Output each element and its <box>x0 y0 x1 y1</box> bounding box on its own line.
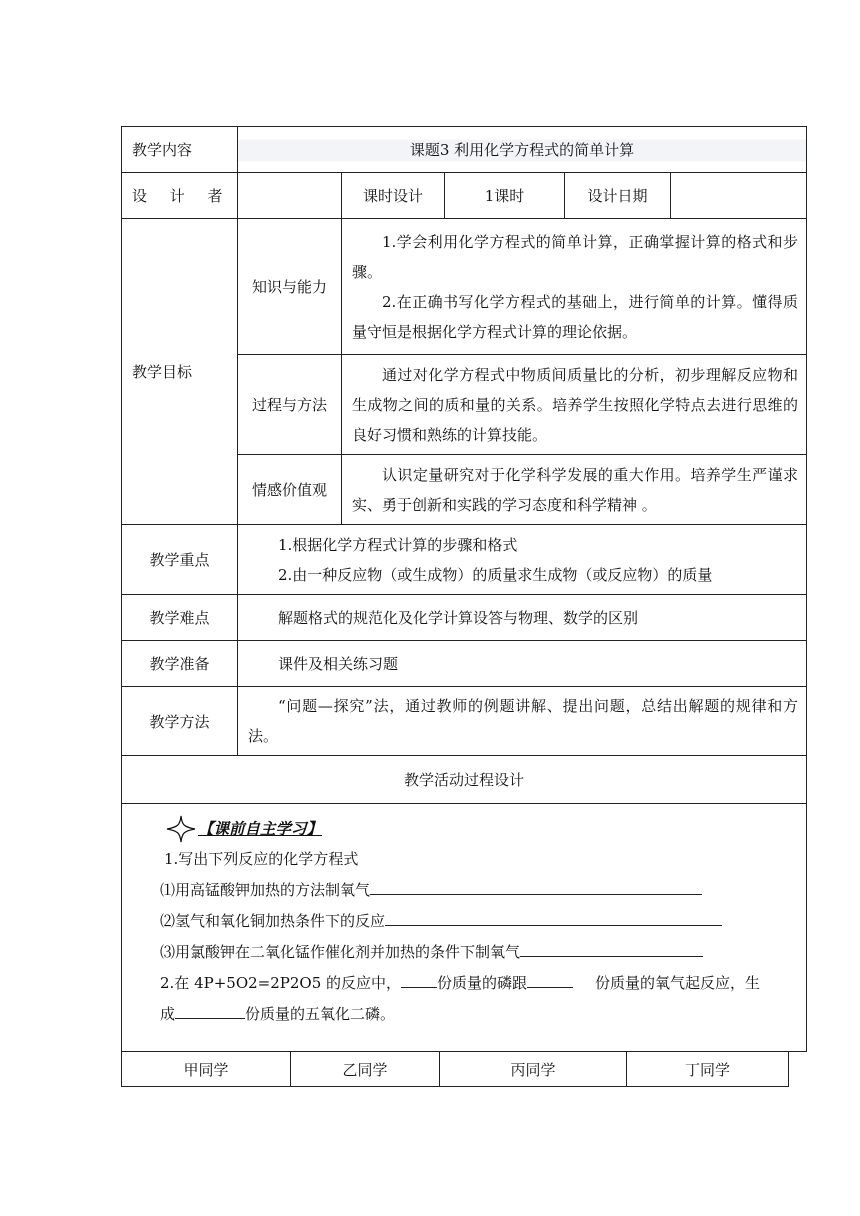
question-1: 1.写出下列反应的化学方程式 <box>164 850 359 868</box>
objective-line: 2.在正确书写化学方程式的基础上，进行简单的计算。懂得质量守恒是根据化学方程式计算的理论依据。 <box>352 292 799 341</box>
question-2-text-c: 份质量的氧气起反应，生 <box>595 974 761 992</box>
answer-blank[interactable] <box>175 1000 245 1019</box>
key-point-line: 2.由一种反应物（或生成物）的质量求生成物（或反应物）的质量 <box>278 565 713 584</box>
row-content <box>122 127 807 173</box>
row-difficulties <box>122 595 807 641</box>
preclass-heading <box>132 814 800 844</box>
question-2 <box>132 968 800 999</box>
answer-blank[interactable] <box>520 938 703 957</box>
lesson-plan-table <box>121 126 807 1052</box>
four-point-star-icon <box>166 815 196 843</box>
lesson-value: 1课时 <box>445 173 565 219</box>
question-1c-text: ⑶用氯酸钾在二氧化锰作催化剂并加热的条件下制氧气 <box>160 943 521 961</box>
key-points-text <box>238 525 807 595</box>
key-points-label: 教学重点 <box>122 525 238 595</box>
content-label: 教学内容 <box>122 127 238 173</box>
activity-title: 教学活动过程设计 <box>122 756 807 804</box>
objective-text <box>342 355 807 455</box>
lesson-label: 课时设计 <box>342 173 445 219</box>
preclass-section <box>122 804 807 1052</box>
student-row <box>122 1052 789 1087</box>
question-2-text-e: 份质量的五氧化二磷。 <box>245 1005 396 1023</box>
student-cell: 丙同学 <box>440 1052 627 1087</box>
lesson-title: 课题3 利用化学方程式的简单计算 <box>238 127 807 173</box>
student-cell: 甲同学 <box>122 1052 291 1087</box>
objective-category: 过程与方法 <box>238 355 342 455</box>
question-2-text-a: 2.在 4P+5O2=2P2O5 的反应中， <box>160 974 402 992</box>
row-method <box>122 687 807 756</box>
answer-blank[interactable] <box>385 907 722 926</box>
designer-label: 设 计 者 <box>122 173 238 219</box>
student-table <box>121 1051 789 1087</box>
objective-category: 知识与能力 <box>238 219 342 355</box>
objectives-label: 教学目标 <box>122 219 238 525</box>
objective-line: 认识定量研究对于化学科学发展的重大作用。培养学生严谨求实、勇于创新和实践的学习态度和科学精神 。 <box>352 465 799 514</box>
method-label: 教学方法 <box>122 687 238 756</box>
date-label: 设计日期 <box>565 173 671 219</box>
row-preclass <box>122 804 807 1052</box>
preparation-text: 课件及相关练习题 <box>238 641 807 687</box>
question-2-text-d: 成 <box>160 1005 176 1023</box>
date-value <box>671 173 807 219</box>
method-text <box>238 687 807 756</box>
question-1a-text: ⑴用高锰酸钾加热的方法制氧气 <box>160 881 371 899</box>
student-cell: 丁同学 <box>627 1052 789 1087</box>
difficulties-text: 解题格式的规范化及化学计算设答与物理、数学的区别 <box>238 595 807 641</box>
question-1b-text: ⑵氢气和氧化铜加热条件下的反应 <box>160 912 386 930</box>
answer-blank[interactable] <box>401 969 437 988</box>
row-preparation <box>122 641 807 687</box>
question-1c <box>132 937 800 968</box>
objective-line: 通过对化学方程式中物质间质量比的分析，初步理解反应物和生成物之间的质和量的关系。培养学生按照化学特点去进行思维的良好习惯和熟练的计算技能。 <box>352 365 799 444</box>
designer-value <box>238 173 342 219</box>
row-designer <box>122 173 807 219</box>
preclass-title: 【课前自主学习】 <box>198 819 323 838</box>
difficulties-label: 教学难点 <box>122 595 238 641</box>
question-1a <box>132 875 800 906</box>
objective-line: 1.学会利用化学方程式的简单计算，正确掌握计算的格式和步骤。 <box>352 232 799 281</box>
method-line: “问题—探究”法，通过教师的例题讲解、提出问题，总结出解题的规律和方法。 <box>248 697 799 745</box>
student-cell: 乙同学 <box>291 1052 440 1087</box>
question-2-cont <box>132 999 800 1030</box>
row-objective-knowledge <box>122 219 807 355</box>
objective-text <box>342 219 807 355</box>
row-activity-title <box>122 756 807 804</box>
key-point-line: 1.根据化学方程式计算的步骤和格式 <box>278 535 518 554</box>
question-2-text-b: 份质量的磷跟 <box>437 974 528 992</box>
preparation-label: 教学准备 <box>122 641 238 687</box>
objective-text <box>342 455 807 525</box>
answer-blank[interactable] <box>370 876 702 895</box>
objective-category: 情感价值观 <box>238 455 342 525</box>
question-1b <box>132 906 800 937</box>
row-key-points <box>122 525 807 595</box>
answer-blank[interactable] <box>527 969 573 988</box>
